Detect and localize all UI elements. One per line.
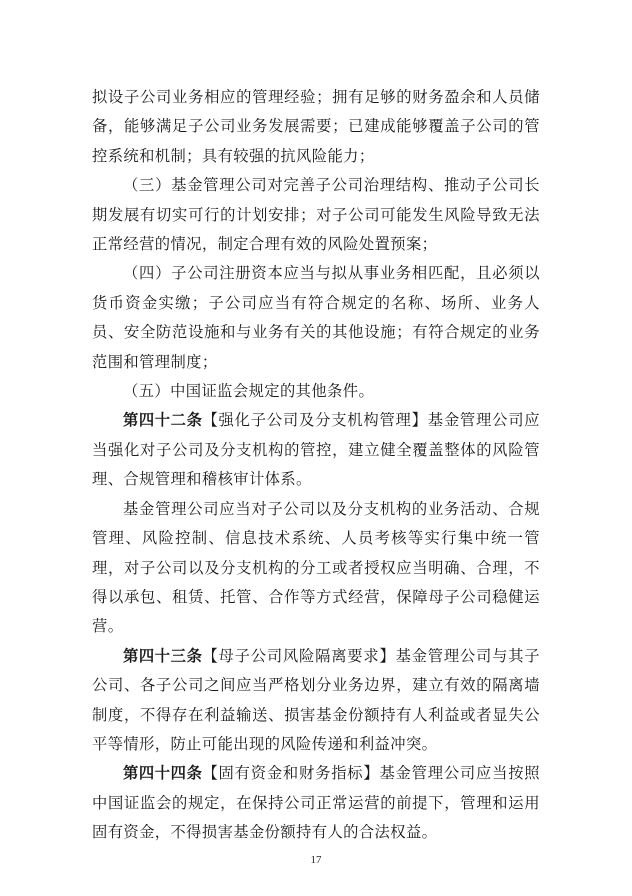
- paragraph-item-5: （五）中国证监会规定的其他条件。: [123, 382, 375, 401]
- article-43: [92, 642, 540, 760]
- article-42: [92, 406, 540, 494]
- article-44: [92, 759, 540, 847]
- paragraph-continuation: 拟设子公司业务相应的管理经验；拥有足够的财务盈余和人员储备，能够满足子公司业务发展需要；已建成能够覆盖子公司的管控系统和机制；具有较强的抗风险能力；: [92, 88, 540, 165]
- article-42-number: 第四十二条: [123, 411, 203, 430]
- article-44-text: 基金管理公司应当按照中国证监会的规定，在保持公司正常运营的前提下，管理和运用固有资金，不得损害基金份额持有人的合法权益。: [92, 764, 540, 842]
- article-42-title: 【强化子公司及分支机构管理】: [202, 411, 428, 430]
- page-number: 17: [310, 854, 322, 866]
- article-43-number: 第四十三条: [123, 646, 203, 665]
- paragraph-item-4: （四）子公司注册资本应当与拟从事业务相匹配，且必须以货币资金实缴；子公司应当有符合规定的名称、场所、业务人员、安全防范设施和与业务有关的其他设施；有符合规定的业务范围和管理制度；: [92, 264, 540, 371]
- paragraph-item-3: （三）基金管理公司对完善子公司治理结构、推动子公司长期发展有切实可行的计划安排；对子公司可能发生风险导致无法正常经营的情况，制定合理有效的风险处置预案；: [92, 176, 540, 254]
- article-43-text: 基金管理公司与其子公司、各子公司之间应当严格划分业务边界，建立有效的隔离墙制度，不得存在利益输送、损害基金份额持有人利益或者显失公平等情形，防止可能出现的风险传递和利益冲突。: [92, 646, 540, 753]
- document-body: [92, 83, 540, 848]
- article-44-title: 【固有资金和财务指标】: [202, 764, 380, 783]
- article-43-title: 【母子公司风险隔离要求】: [202, 646, 396, 665]
- article-44-number: 第四十四条: [123, 764, 203, 783]
- article-42-text: 基金管理公司应当强化对子公司及分支机构的管控，建立健全覆盖整体的风险管理、合规管理和稽核审计体系。: [92, 411, 540, 489]
- article-42-paragraph-2: 基金管理公司应当对子公司以及分支机构的业务活动、合规管理、风险控制、信息技术系统、人员考核等实行集中统一管理，对子公司以及分支机构的分工或者授权应当明确、合理，不得以承包、租赁、托管、合作等方式经营，保障母子公司稳健运营。: [92, 499, 540, 636]
